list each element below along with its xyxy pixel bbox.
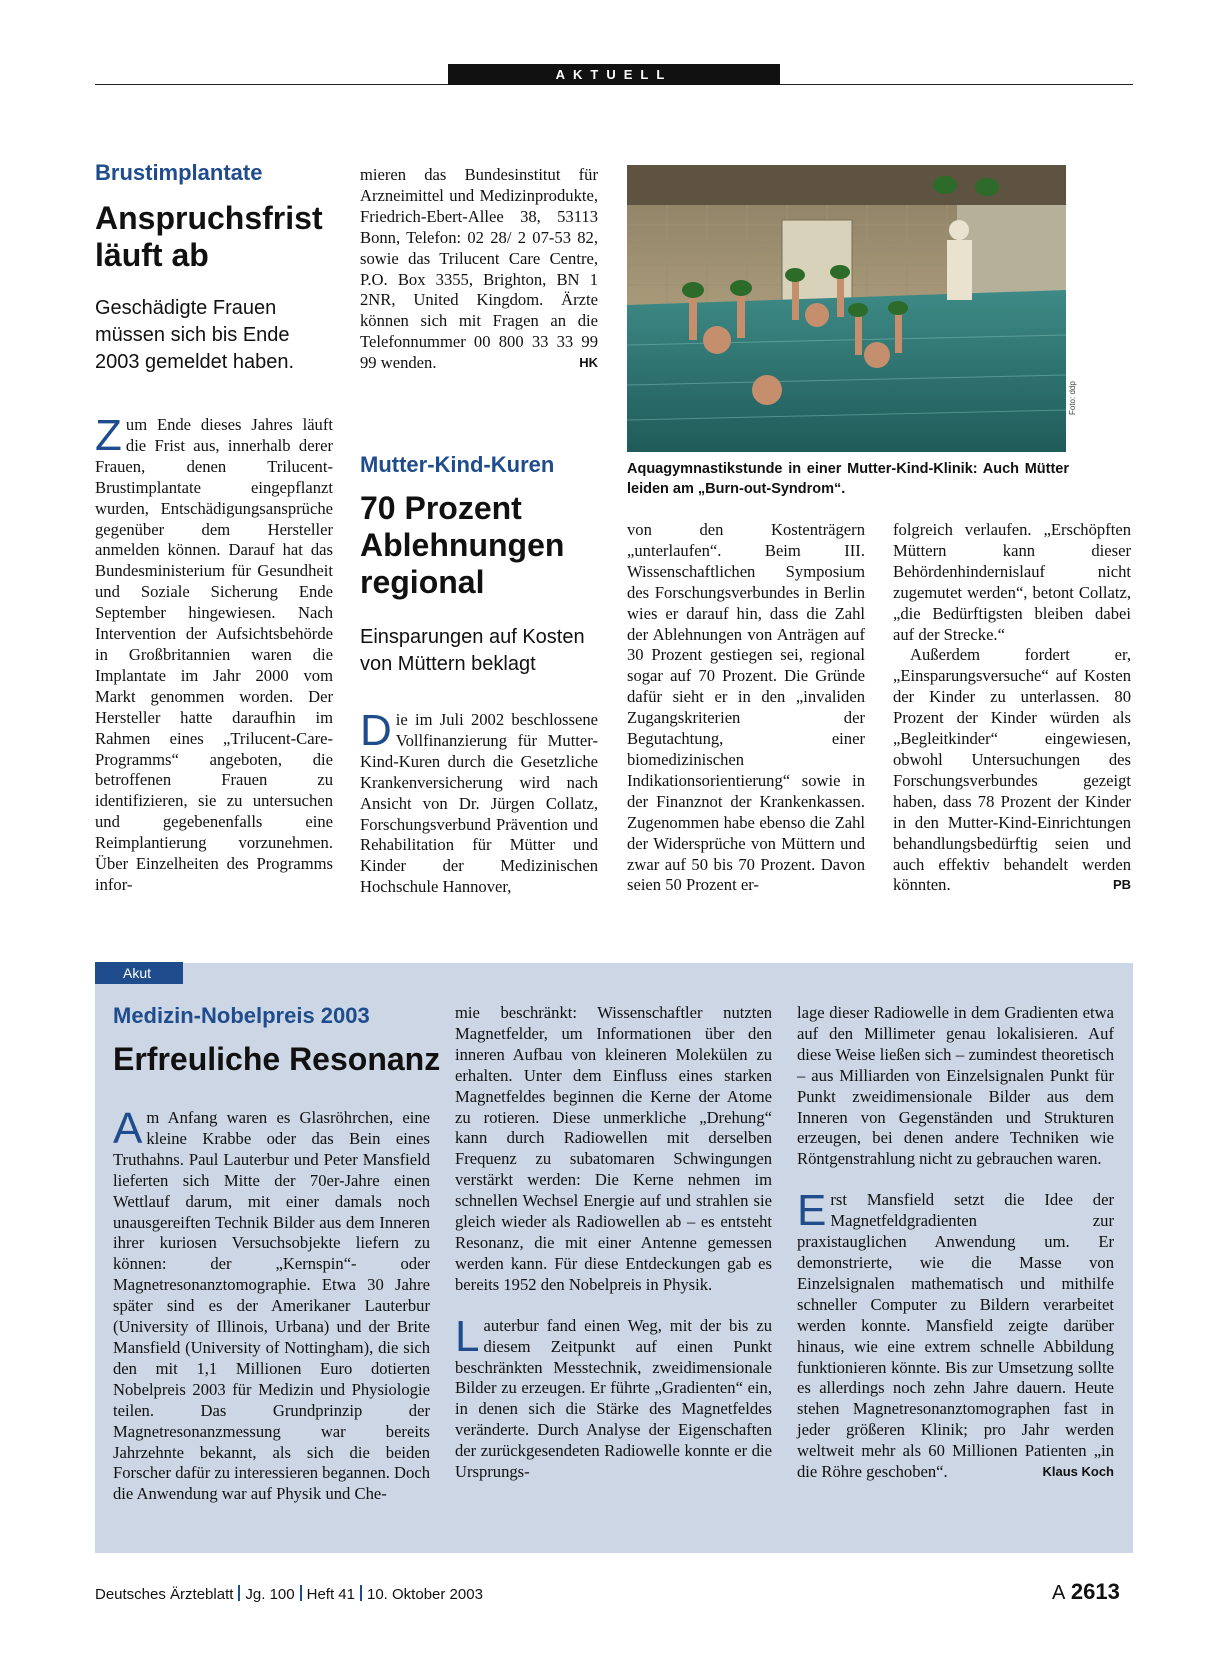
article3-author: Klaus Koch: [1042, 1464, 1114, 1480]
footer-info: [95, 1585, 483, 1603]
footer-issue: Heft 41: [306, 1586, 355, 1603]
article3-col2-para1: mie beschränkt: Wissenschaftler nutzten Magnetfelder, um Informationen über den inneren Aufbau von kleineren Molekülen zu erhalten. Unter dem Einfluss eines starken Magnetfeldes beginnen die Kerne der Atome zu rotieren. Diese unmerkliche „Drehung“ kann durch Radiowellen mit derselben Frequenz zu subatomaren Schwingungen verstärkt werden: Die Kerne nehmen im schnellen Wechsel Energie auf und strahlen sie gleich wieder als Radiowellen ab – es entsteht Resonanz, die mit einer Antenne gemessen werden kann. Für diese Entdeckungen gab es bereits 1952 den Nobelpreis in Physik.: [455, 1003, 772, 1294]
pool-photo: [627, 165, 1066, 452]
dropcap: Z: [95, 411, 122, 460]
article2-author: PB: [1112, 877, 1131, 893]
article2-col3-para1: folgreich verlaufen. „Erschöpften Müttern kann dieser Behördenhindernislauf nicht zugemutet werden“, betont Collatz, „die Bedürftigsten bleiben dabei auf der Strecke.“: [893, 520, 1131, 644]
article1-deck: Geschädigte Frauen müssen sich bis Ende 2003 gemeldet haben.: [95, 297, 295, 373]
dropcap: D: [360, 706, 392, 755]
page-number: [1052, 1579, 1120, 1605]
article1-col2-text: mieren das Bundesinstitut für Arzneimittel und Medizinprodukte, Friedrich-Ebert-Allee 38, 53113 Bonn, Telefon: 02 28/ 2 07-53 82, sowie das Trilucent Care Centre, P.O. Box 3355, Brighton, BN 1 2NR, United Kingdom. Ärzte können sich mit Fragen an die Telefonnummer 00 800 33 33 99 99 wenden.: [360, 165, 598, 373]
dropcap: A: [113, 1104, 143, 1153]
article3-kicker: Medizin-Nobelpreis 2003: [113, 1003, 370, 1028]
dropcap: L: [455, 1311, 480, 1361]
footer-separator: [238, 1585, 240, 1601]
photo-caption: Aquagymnastikstunde in einer Mutter-Kind-Klinik: Auch Mütter leiden am „Burn-out-Syndrom“.: [627, 461, 1069, 497]
article3-col3-para2: rst Mansfield setzt die Idee der Magnetfeldgradienten zur praxistauglichen Anwendung um. Er demonstrierte, wie die Masse von Einzelsignalen mathematisch und mithilfe schneller Computer zu Bildern verarbeitet werden konnte. Mansfield zeigte darüber hinaus, wie eine extrem schnelle Abbildung funktionieren könnte. Bis zur Umsetzung sollte es allerdings noch zehn Jahre dauern. Heute stehen Magnetresonanztomographen fast in jeder größeren Klinik; pro Jahr werden weltweit mehr als 60 Millionen Patienten „in die Röhre geschoben“.: [797, 1190, 1114, 1482]
photo-credit: Foto: ddp: [1068, 381, 1077, 415]
article2-deck: Einsparungen auf Kosten von Müttern beklagt: [360, 626, 585, 675]
article1-col1: [95, 411, 333, 896]
footer-separator: [300, 1585, 302, 1601]
dropcap: E: [797, 1186, 827, 1236]
page-number-value: 2613: [1070, 1579, 1120, 1604]
article2-col1-text: ie im Juli 2002 beschlossene Vollfinanzierung für Mutter-Kind-Kuren durch die Gesetzliche Krankenversicherung wird nach Ansicht von Dr. Jürgen Collatz, Forschungsverbund Prävention und Rehabilitation für Mütter und Kinder der Medizinischen Hochschule Hannover,: [360, 710, 598, 897]
article3-col2: [455, 1003, 772, 1483]
article3-col3: [797, 1003, 1114, 1483]
article2-col1: [360, 706, 598, 898]
article3-col1-text: m Anfang waren es Glasröhrchen, eine kleine Krabbe oder das Bein eines Truthahns. Paul Lauterbur und Peter Mansfield lieferten sich Mitte der 70er-Jahre einen Wettlauf darum, mit einer damals noch unausgereiften Technik Bilder aus dem Inneren ihrer kuriosen Versuchsobjekte liefern zu können: der „Kernspin“- oder Magnetresonanztomographie. Etwa 30 Jahre später sind es der Amerikaner Lauterbur (University of Illinois, Urbana) und der Brite Mansfield (University of Nottingham), die sich den mit 1,1 Millionen Euro dotierten Nobelpreis 2003 für Medizin und Physiologie teilen. Das Grundprinzip der Magnetresonanzmessung war bereits Jahrzehnte bekannt, als sich die beiden Forscher dafür zu interessieren begannen. Doch die Anwendung war auf Physik und Che-: [113, 1108, 430, 1504]
article1-col2: [360, 165, 598, 374]
article3-col1: [113, 1104, 430, 1505]
article2-headline: 70 Prozent Ablehnungen regional: [360, 490, 565, 600]
article2-kicker: Mutter-Kind-Kuren: [360, 452, 555, 477]
footer-volume: Jg. 100: [245, 1586, 295, 1603]
article1-col1-text: um Ende dieses Jahres läuft die Frist aus, innerhalb derer Frauen, denen Trilucent-Brustimplantate eingepflanzt wurden, Entschädigungsansprüche gegenüber dem Hersteller anmelden können. Darauf hat das Bundesministerium für Gesundheit und Soziale Sicherung Ende September hingewiesen. Nach Intervention der Aufsichtsbehörde in Großbritannien waren die Implantate im Jahr 2000 vom Markt genommen worden. Der Hersteller hatte daraufhin im Rahmen eines „Trilucent-Care-Programms“ angeboten, die betroffenen Frauen zu identifizieren, sie zu untersuchen und gegebenenfalls eine Reimplantierung vorzunehmen. Über Einzelheiten des Programms infor-: [95, 415, 333, 894]
article3-headline: Erfreuliche Resonanz: [113, 1041, 441, 1077]
article1-headline: Anspruchsfrist läuft ab: [95, 200, 323, 273]
article2-col3: [893, 520, 1131, 896]
page-prefix: A: [1052, 1582, 1066, 1604]
photo-illustration: [627, 165, 1066, 452]
section-label: AKTUELL: [448, 64, 780, 85]
article2-col2-text: von den Kostenträgern „unterlaufen“. Beim III. Wissenschaftlichen Symposium des Forschungsverbundes in Berlin wies er darauf hin, dass die Zahl der Ablehnungen von Anträgen auf 30 Prozent gestiegen sei, regional sogar auf 70 Prozent. Die Gründe dafür sieht er in den „invaliden Zugangskriterien der Begutachtung, einer biomedizinischen Indikationsorientierung“ sowie in der Finanznot der Krankenkassen. Zugenommen habe ebenso die Zahl der Widersprüche von Müttern und zwar auf 50 bis 70 Prozent. Davon seien 50 Prozent er-: [627, 520, 865, 895]
article1-author: HK: [579, 355, 598, 371]
akut-tab: Akut: [95, 962, 183, 984]
footer-separator: [360, 1585, 362, 1601]
article3-col3-para1: lage dieser Radiowelle in dem Gradienten etwa auf den Millimeter genau lokalisieren. Auf diese Weise ließen sich – zumindest theoretisch – aus Milliarden von Einzelsignalen Punkt für Punkt zweidimensionale Bilder aus dem Inneren von Gegenständen und Strukturen erzeugen, bei denen andere Techniken wie Röntgenstrahlung nicht zu gebrauchen waren.: [797, 1003, 1114, 1169]
article2-col2: [627, 520, 865, 896]
article2-col3-para2: Außerdem fordert er, „Einsparungsversuche“ auf Kosten der Kinder zu unterlassen. 80 Prozent der Kinder würden als „Begleitkinder“ eingewiesen, obwohl Untersuchungen des Forschungsverbundes gezeigt haben, dass 78 Prozent der Kinder in den Mutter-Kind-Einrichtungen behandlungsbedürftig seien und auch effektiv behandelt werden könnten.: [893, 645, 1131, 895]
footer-date: 10. Oktober 2003: [367, 1586, 483, 1603]
footer-journal: Deutsches Ärzteblatt: [95, 1586, 234, 1603]
article1-kicker: Brustimplantate: [95, 160, 263, 185]
article3-col2-para2: auterbur fand einen Weg, mit der bis zu diesem Zeitpunkt auf einen Punkt beschränkten Messtechnik, zweidimensionale Bilder zu erzeugen. Er führte „Gradienten“ ein, in denen sich die Stärke des Magnetfeldes veränderte. Durch Analyse der Eigenschaften der zurückgesendeten Radiowelle konnte er die Ursprungs-: [455, 1315, 772, 1482]
